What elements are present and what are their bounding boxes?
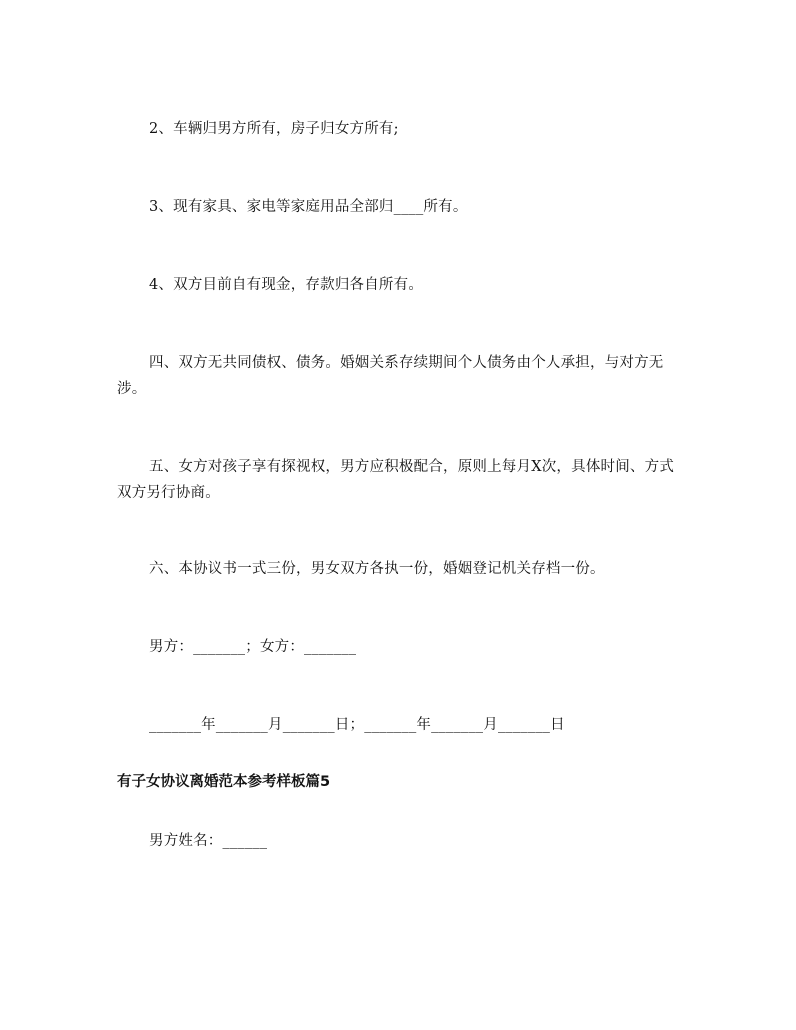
date-line: _______年_______月_______日；_______年_______月_______日 [149,717,565,733]
clause-copies: 六、本协议书一式三份，男女双方各执一份，婚姻登记机关存档一份。 [149,561,605,577]
male-name-line: 男方姓名：______ [149,833,268,849]
clause-furniture: 3、现有家具、家电等家庭用品全部归____所有。 [149,199,468,215]
clause-visitation: 五、女方对孩子享有探视权，男方应积极配合，原则上每月X次，具体时间、方式双方另行协商。 [117,459,675,501]
signature-line: 男方：_______；女方：_______ [149,639,357,655]
section-heading: 有子女协议离婚范本参考样板篇5 [117,774,331,790]
clause-cash-savings: 4、双方目前自有现金，存款归各自所有。 [149,277,424,293]
clause-debts: 四、双方无共同债权、债务。婚姻关系存续期间个人债务由个人承担，与对方无涉。 [117,355,664,397]
clause-vehicle-house: 2、车辆归男方所有，房子归女方所有; [149,121,399,137]
